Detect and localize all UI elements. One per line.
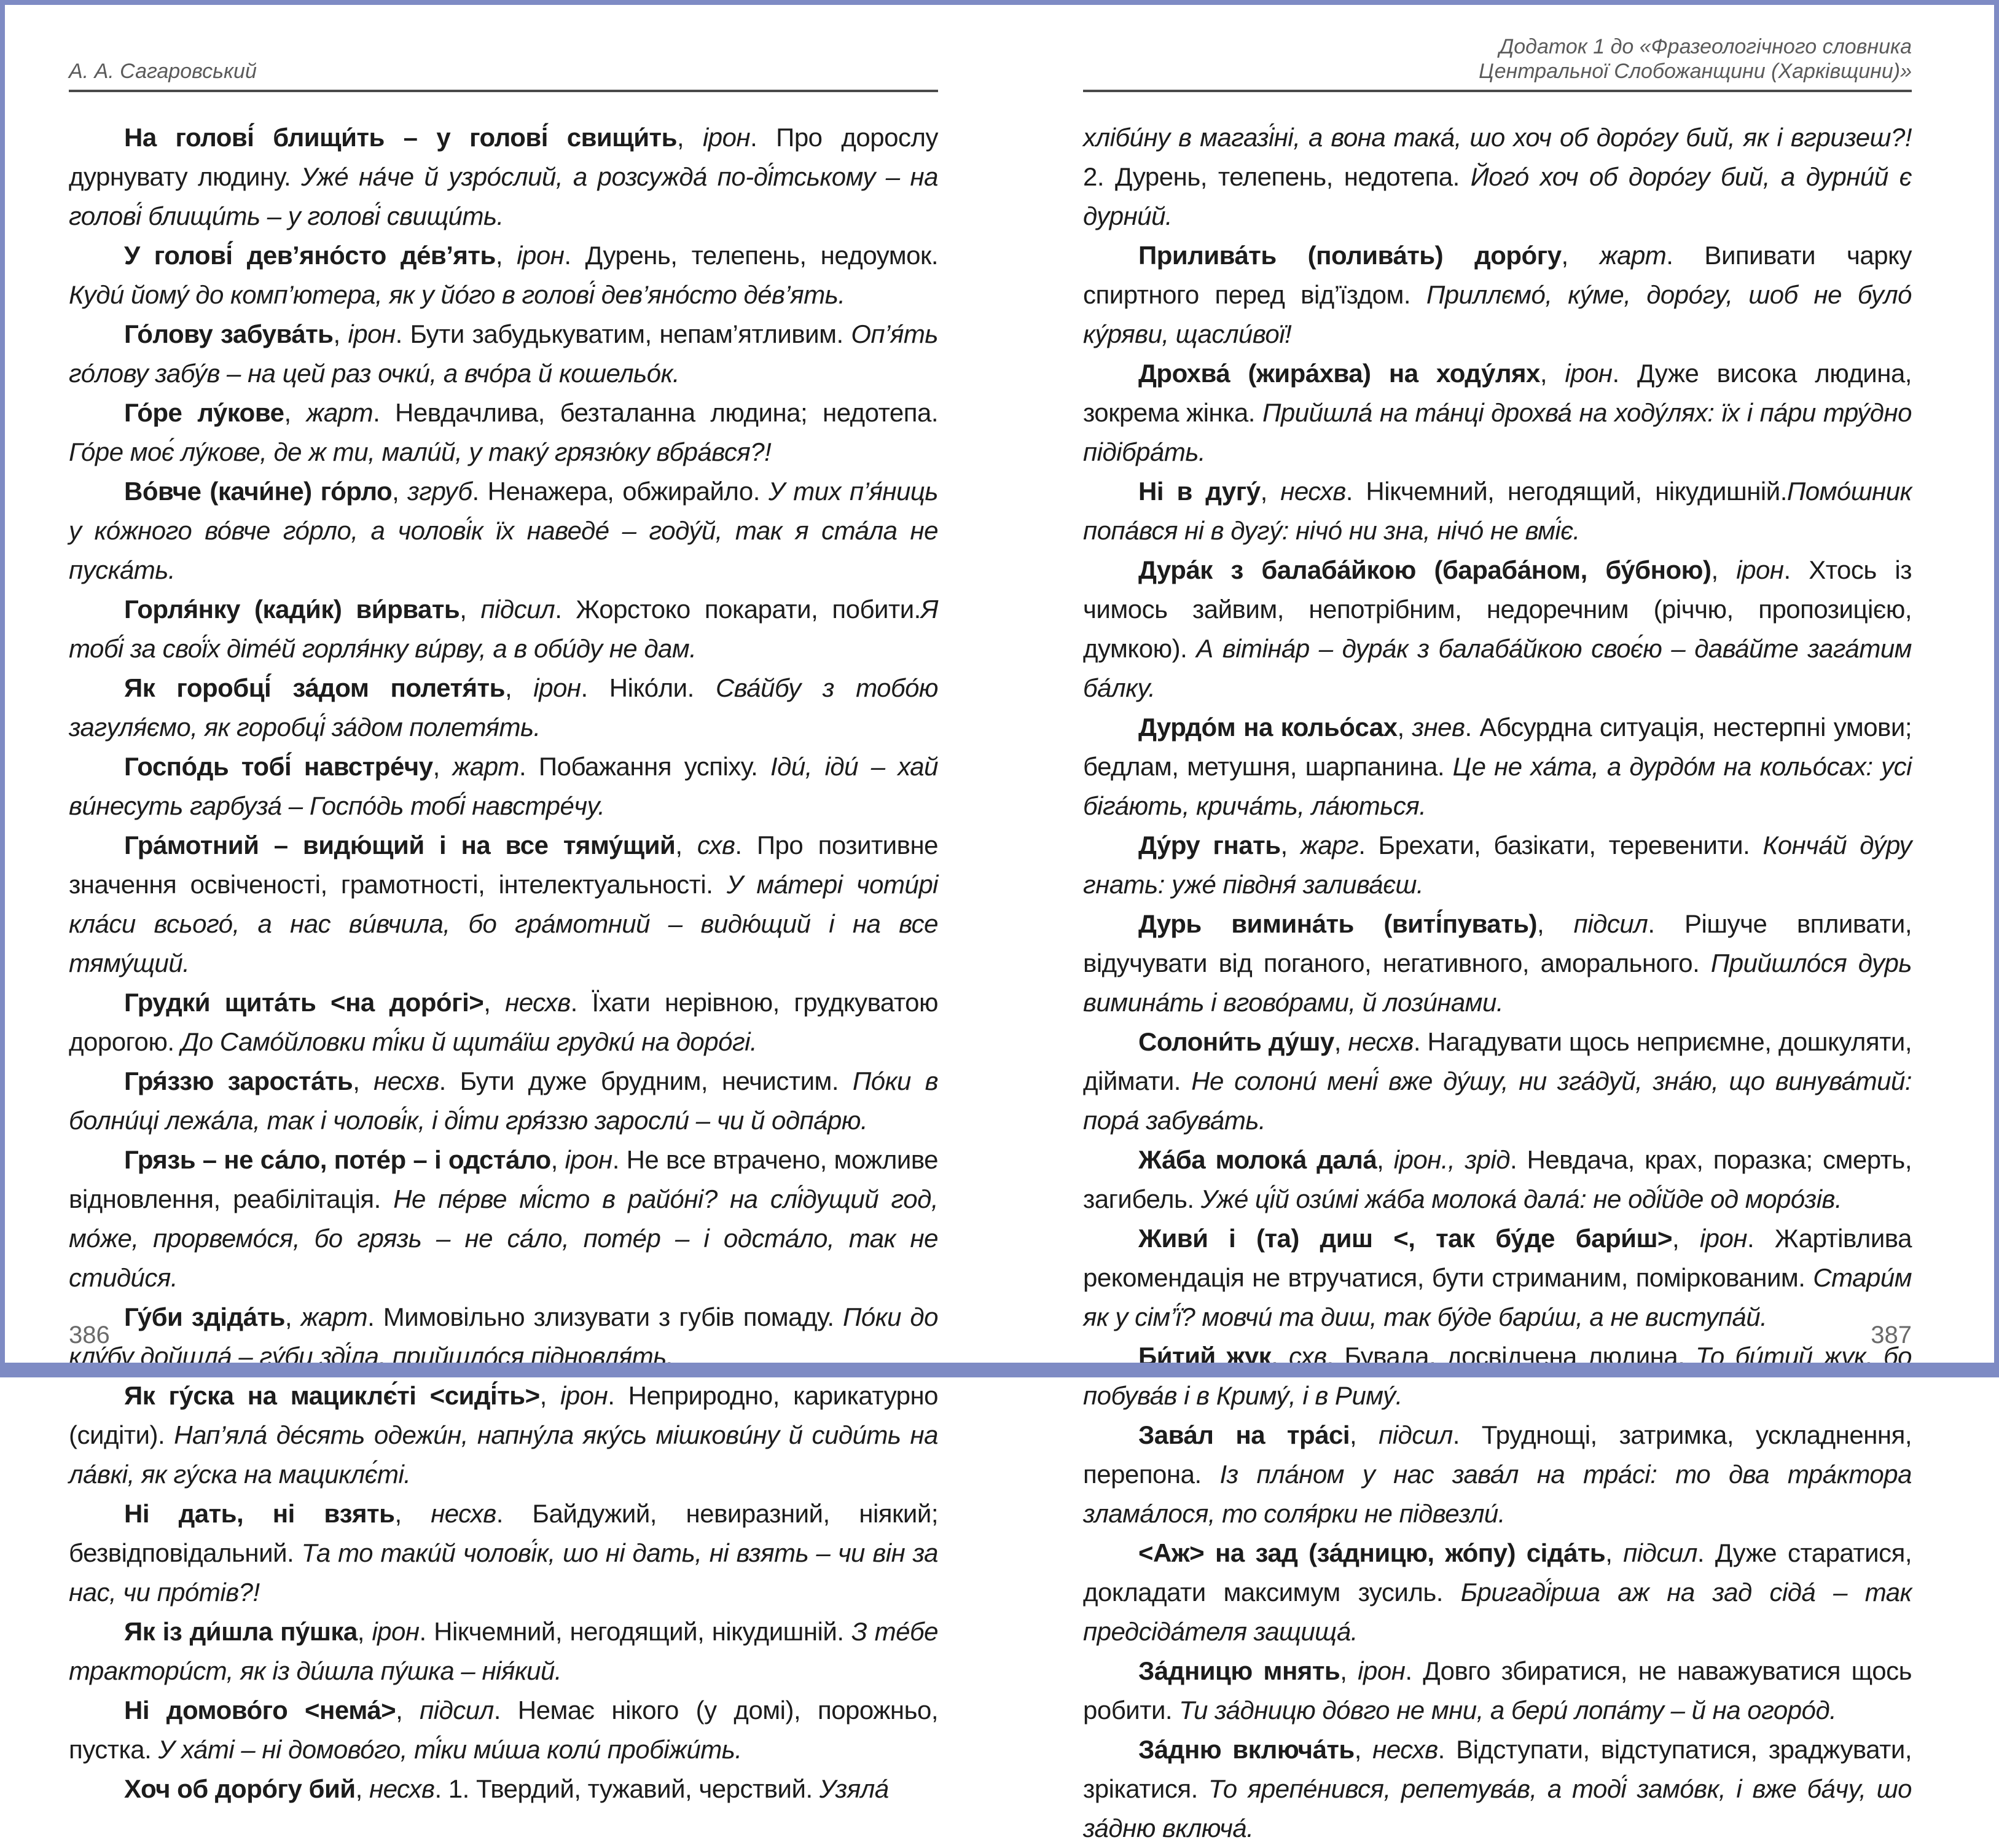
entry-paragraph bbox=[1083, 236, 1912, 354]
entry-paragraph bbox=[69, 1062, 938, 1140]
text-run: ірон bbox=[1565, 359, 1613, 388]
text-run: . Жорстоко покарати, побити. bbox=[555, 595, 921, 624]
text-run: Зава́л на тра́сі bbox=[1138, 1420, 1350, 1449]
text-run: Дурь вимина́ть (виті́пувать) bbox=[1138, 909, 1537, 938]
entry-paragraph bbox=[69, 1298, 938, 1376]
text-run: ірон bbox=[702, 123, 751, 152]
text-run: несхв bbox=[374, 1067, 439, 1095]
text-run: , bbox=[1340, 1656, 1358, 1685]
text-run: , bbox=[1354, 1735, 1373, 1764]
text-run: , bbox=[504, 673, 534, 702]
text-run: Оп’я́ть го́лову забу́в – на цей раз очки́, а вчо́ра й кошельо́к. bbox=[69, 319, 938, 388]
text-run: , bbox=[1672, 1224, 1700, 1253]
page-left bbox=[0, 0, 1000, 1803]
entry-paragraph bbox=[69, 1494, 938, 1612]
text-run: Го́лову забува́ть bbox=[124, 319, 334, 348]
text-run: То ярепе́нився, репетува́в, а тоді́ замо́вк, і вже ба́чу, шо за́дню включа́. bbox=[1083, 1774, 1912, 1842]
entry-paragraph bbox=[69, 983, 938, 1062]
text-run: Його́ хоч об доро́гу бий, а дурни́й є дурни́й. bbox=[1083, 162, 1912, 230]
text-run: ірон bbox=[348, 319, 396, 348]
text-run: Уже́ ці́й ози́мі жа́ба молока́ дала́: не оді́йде од моро́зів. bbox=[1200, 1184, 1842, 1213]
text-run: . Труднощі, затримка, ускладнення, перепона. bbox=[1083, 1420, 1912, 1489]
text-run: несхв bbox=[1280, 477, 1346, 506]
text-run: . Ненажера, обжирайло. bbox=[472, 477, 769, 506]
text-run: несхв bbox=[369, 1774, 435, 1803]
text-run: Конча́й ду́ру гнать: уже́ півдня́ залива́єш. bbox=[1083, 831, 1912, 899]
text-run: , bbox=[539, 1381, 561, 1410]
text-run: , bbox=[675, 831, 697, 859]
text-run: . Ніко́ли. bbox=[581, 673, 716, 702]
text-run: , bbox=[495, 241, 517, 270]
entry-paragraph bbox=[1083, 1022, 1912, 1140]
page-number-right: 387 bbox=[1871, 1321, 1912, 1349]
text-run: За́дницю мнять bbox=[1138, 1656, 1340, 1685]
entry-paragraph bbox=[69, 315, 938, 393]
text-run: . Випивати чарку спиртного перед від’їздом. bbox=[1083, 241, 1912, 309]
text-run: . Невдача, крах, поразка; смерть, загибель. bbox=[1083, 1145, 1912, 1213]
text-run: схв bbox=[1289, 1342, 1327, 1371]
text-run: ірон bbox=[533, 673, 581, 702]
text-run: Госпо́дь тобі́ навстре́чу bbox=[124, 752, 433, 781]
text-run: . Відступати, відступатися, зраджувати, зрікатися. bbox=[1083, 1735, 1912, 1803]
text-run: Приллємо́, ку́ме, доро́гу, шоб не було́ ку́ряви, щасли́вої! bbox=[1083, 280, 1912, 348]
text-run: схв bbox=[697, 831, 735, 859]
entry-paragraph bbox=[69, 826, 938, 983]
text-run: . Нагадувати щось неприємне, дошкуляти, діймати. bbox=[1083, 1027, 1912, 1095]
text-run: , bbox=[1561, 241, 1600, 270]
text-run: . Мимовільно злизувати з губів помаду. bbox=[367, 1302, 843, 1331]
text-run: , bbox=[1260, 477, 1281, 506]
text-run: Ні домово́го <нема́> bbox=[124, 1696, 396, 1725]
text-run: За́дню включа́ть bbox=[1138, 1735, 1355, 1764]
page-header-right bbox=[1083, 25, 1912, 92]
entry-paragraph bbox=[1083, 1219, 1912, 1337]
text-run: То би́тий жук, бо побува́в і в Криму́, і в Риму́. bbox=[1083, 1342, 1912, 1410]
text-run: Стари́м як у сім’ї́? мовчи́ та диш, так бу́де бари́ш, а не виступа́й. bbox=[1083, 1263, 1912, 1331]
text-run: . Рішуче впливати, відучувати від поганого, негативного, аморального. bbox=[1083, 909, 1912, 977]
text-run: Іди́, іди́ – хай ви́несуть гарбуза́ – Госпо́дь тобі́ навстре́чу. bbox=[69, 752, 939, 820]
text-run: Ні в дугу́ bbox=[1138, 477, 1261, 506]
text-run: У голові́ дев’яно́сто де́в’ять bbox=[124, 241, 496, 270]
text-run: Грязь – не са́ло, поте́р – і одста́ло bbox=[124, 1145, 551, 1174]
entry-paragraph bbox=[1083, 708, 1912, 826]
entry-paragraph bbox=[1083, 1730, 1912, 1848]
text-run: . Не все втрачено, можливе відновлення, реабілітація. bbox=[69, 1145, 939, 1213]
text-run: , bbox=[355, 1774, 369, 1803]
text-run: По́ки в болни́ці лежа́ла, так і чолові́к, і ді́ти гря́ззю заросли́ – чи й одпа́рю. bbox=[69, 1067, 938, 1135]
text-run: . 1. Твердий, тужавий, черствий. bbox=[434, 1774, 820, 1803]
text-run: , bbox=[284, 398, 307, 427]
text-run: підсил bbox=[420, 1696, 494, 1725]
page-right bbox=[1000, 0, 1999, 1842]
text-run: . Жартівлива рекомендація не втручатися, бути стриманим, поміркованим. bbox=[1083, 1224, 1912, 1292]
text-run: . Хтось із чимось зайвим, непотрібним, недоречним (річчю, пропозицією, думкою). bbox=[1083, 555, 1912, 663]
text-run: Як із ди́шла пу́шка bbox=[124, 1617, 358, 1646]
text-run: Прийшла́ на та́нці дрохва́ на ходу́лях: їх і па́ри тру́дно підібра́ть. bbox=[1083, 398, 1912, 466]
text-run: Куди́ йому́ до комп’ютера, як у йо́го в голові́ дев’яно́сто де́в’ять. bbox=[69, 280, 845, 309]
entry-paragraph bbox=[1083, 354, 1912, 472]
text-run: підсил bbox=[480, 595, 555, 624]
text-run: . Нікчемний, негодящий, нікудишній. bbox=[419, 1617, 851, 1646]
text-run: , bbox=[432, 752, 453, 781]
text-run: Сва́йбу з тобо́ю загуля́ємо, як горобці́ за́дом полетя́ть. bbox=[69, 673, 939, 742]
text-run: . Брехати, базікати, теревенити. bbox=[1358, 831, 1763, 859]
text-run: , bbox=[676, 123, 703, 152]
text-run: підсил bbox=[1379, 1420, 1453, 1449]
text-run: , bbox=[1334, 1027, 1348, 1056]
text-run: . Бути забудькуватим, непам’ятливим. bbox=[395, 319, 851, 348]
text-run: . Про дорослу дурнувату людину. bbox=[69, 123, 938, 191]
text-run: Солони́ть ду́шу bbox=[1138, 1027, 1334, 1056]
appendix-title-line1: Додаток 1 до «Фразеологічного словника bbox=[1499, 35, 1912, 58]
text-run: хліби́ну в магазі́ні, а вона така́, шо хоч об доро́гу бий, як і вгризеш?! bbox=[1083, 123, 1912, 152]
text-run: . Побажання успіху. bbox=[519, 752, 770, 781]
text-run: підсил bbox=[1623, 1538, 1697, 1567]
text-run: ірон., зрід bbox=[1393, 1145, 1510, 1174]
text-run: . Невдачлива, безталанна людина; недотепа. bbox=[373, 398, 938, 427]
text-run: жарг bbox=[1300, 831, 1359, 859]
text-run: , bbox=[1539, 359, 1565, 388]
text-run: . Байдужий, невиразний, ніякий; безвідповідальний. bbox=[69, 1499, 938, 1567]
entry-paragraph bbox=[69, 393, 938, 472]
text-run: Як гу́ска на мациклє́ті <сиді́ть> bbox=[124, 1381, 540, 1410]
appendix-title-line2: Центральної Слобожанщини (Харківщини)» bbox=[1479, 60, 1912, 83]
text-run: ірон bbox=[560, 1381, 608, 1410]
text-run: Гря́ззю зароста́ть bbox=[124, 1067, 353, 1095]
text-run: жарт bbox=[300, 1302, 368, 1331]
text-run: 2. Дурень, телепень, недотепа. bbox=[1083, 162, 1471, 191]
text-run: Помо́шник попа́вся ні в дугу́: нічо́ ни зна, нічо́ не вмі́є. bbox=[1083, 477, 1912, 545]
entry-paragraph bbox=[1083, 1140, 1912, 1219]
entry-paragraph bbox=[69, 1376, 938, 1494]
entry-paragraph bbox=[69, 472, 938, 590]
entry-paragraph bbox=[69, 1769, 938, 1809]
text-run: Во́вче (качи́не) го́рло bbox=[124, 477, 393, 506]
entry-paragraph bbox=[1083, 904, 1912, 1022]
text-run: Та то таки́й чолові́к, шо ні дать, ні взять – чи він за нас, чи про́тів?! bbox=[69, 1538, 938, 1607]
text-run: Узяла́ bbox=[819, 1774, 889, 1803]
text-run: Гра́мотний – видю́щий і на все тяму́щий bbox=[124, 831, 676, 859]
text-run: , bbox=[333, 319, 348, 348]
text-run: . Немає нікого (у домі), порожньо, пустка. bbox=[69, 1696, 938, 1764]
text-run: жарт bbox=[1599, 241, 1667, 270]
text-run: До Само́йловки ті́ки й щита́їш грудки́ на доро́гі. bbox=[181, 1027, 757, 1056]
text-run: У тих п’я́ниць у ко́жного во́вче го́рло, а чолові́к їх наведе́ – году́й, так я ста́ла не пуска́ть. bbox=[69, 477, 938, 584]
text-run: Ти за́дницю до́вго не мни, а бери́ лопа́ту – й на огоро́д. bbox=[1179, 1696, 1837, 1725]
text-run: несхв bbox=[1372, 1735, 1438, 1764]
text-run: , bbox=[1271, 1342, 1289, 1371]
text-run: Не солони́ мені́ вже ду́шу, ни зга́дуй, зна́ю, що винува́тий: пора́ забува́ть. bbox=[1083, 1067, 1912, 1135]
text-run: Дура́к з балаба́йкою (бараба́ном, бу́бною) bbox=[1138, 555, 1711, 584]
text-run: Прийшло́ся дурь вимина́ть і вгово́рами, й лози́нами. bbox=[1083, 949, 1912, 1017]
text-run: А вітіна́р – дура́к з балаба́йкою своє́ю – дава́йте зага́тим ба́лку. bbox=[1083, 634, 1912, 702]
text-run: Го́ре лу́кове bbox=[124, 398, 284, 427]
text-run: несхв bbox=[1348, 1027, 1414, 1056]
entry-paragraph bbox=[1083, 550, 1912, 708]
entry-paragraph bbox=[1083, 472, 1912, 550]
page-header-left bbox=[69, 25, 938, 92]
text-run: . Довго збиратися, не наважуватися щось робити. bbox=[1083, 1656, 1912, 1725]
text-run: . Дуже висока людина, зокрема жінка. bbox=[1083, 359, 1912, 427]
text-run: Живи́ і (та) диш <, так бу́де бари́ш> bbox=[1138, 1224, 1672, 1253]
text-run: знев bbox=[1412, 713, 1465, 742]
text-run: , bbox=[1536, 909, 1574, 938]
text-run: Гу́би здіда́ть bbox=[124, 1302, 285, 1331]
entries-column-right bbox=[1083, 118, 1912, 1848]
text-run: Це не ха́та, а дурдо́м на кольо́сах: усі біга́ють, крича́ть, ла́ються. bbox=[1083, 752, 1912, 820]
text-run: Дрохва́ (жира́хва) на ходу́лях bbox=[1138, 359, 1540, 388]
text-run: несхв bbox=[505, 988, 571, 1017]
text-run: Би́тий жук bbox=[1138, 1342, 1272, 1371]
text-run: . Бути дуже брудним, нечистим. bbox=[439, 1067, 853, 1095]
text-run: . Дурень, телепень, недоумок. bbox=[564, 241, 939, 270]
text-run: Уже́ на́че й узро́слий, а розсужда́ по-ді́тському – на голові́ блищи́ть – у голові́ свищи́ть. bbox=[69, 162, 938, 230]
text-run: . Абсурдна ситуація, нестерпні умови; бедлам, метушня, шарпанина. bbox=[1083, 713, 1912, 781]
page-number-left: 386 bbox=[69, 1321, 110, 1349]
entry-paragraph bbox=[1083, 1651, 1912, 1730]
text-run: Як горобці́ за́дом полетя́ть bbox=[124, 673, 505, 702]
text-run: жарт bbox=[306, 398, 374, 427]
author-name: А. А. Сагаровський bbox=[69, 60, 257, 83]
entry-paragraph bbox=[1083, 118, 1912, 236]
text-run: ірон bbox=[1358, 1656, 1406, 1685]
text-run: У ха́ті – ні домово́го, ті́ки ми́ша коли́ пробіжи́ть. bbox=[158, 1735, 742, 1764]
text-run: , bbox=[396, 1696, 420, 1725]
text-run: , bbox=[394, 1499, 431, 1528]
text-run: , bbox=[1711, 555, 1737, 584]
entry-paragraph bbox=[69, 236, 938, 315]
text-run: , bbox=[1350, 1420, 1379, 1449]
text-run: , bbox=[1280, 831, 1301, 859]
text-run: , bbox=[353, 1067, 374, 1095]
text-run: . Неприродно, карикатурно (сидіти). bbox=[69, 1381, 939, 1449]
text-run: Ду́ру гнать bbox=[1138, 831, 1281, 859]
text-run: , bbox=[483, 988, 506, 1017]
text-run: згруб bbox=[407, 477, 472, 506]
text-run: . Про позитивне значення освіченості, грамотності, інтелектуальності. bbox=[69, 831, 939, 899]
text-run: Із пла́ном у нас зава́л на тра́сі: то два тра́ктора злама́лося, то соля́рки не підвезли́. bbox=[1083, 1460, 1912, 1528]
text-run: , bbox=[392, 477, 408, 506]
text-run: ірон bbox=[1699, 1224, 1748, 1253]
text-run: підсил bbox=[1573, 909, 1648, 938]
text-run: Нап’яла́ де́сять одежи́н, напну́ла яку́сь мішкови́ну й сиди́ть на ла́вкі, як гу́ска на мациклє́ті. bbox=[69, 1420, 938, 1489]
text-run: , bbox=[284, 1302, 301, 1331]
text-run: , bbox=[1605, 1538, 1624, 1567]
entry-paragraph bbox=[69, 1612, 938, 1691]
text-run: ірон bbox=[517, 241, 565, 270]
text-run: ірон bbox=[372, 1617, 420, 1646]
text-run: Ні дать, ні взять bbox=[124, 1499, 395, 1528]
text-run: Не пе́рве мі́сто в райо́ні? на слі́дущий год, мо́же, прорвемо́ся, бо грязь – не са́ло, поте́р – і одста́ло, так не стиди́ся. bbox=[69, 1184, 938, 1292]
appendix-title bbox=[1479, 34, 1912, 84]
text-run: . Бувала, досвідчена людина. bbox=[1326, 1342, 1696, 1371]
text-run: У ма́тері чоти́рі кла́си всього́, а нас ви́вчила, бо гра́мотний – видю́щий і на все тяму́щий. bbox=[69, 870, 939, 977]
text-run: . Їхати нерівною, грудкуватою дорогою. bbox=[69, 988, 938, 1056]
entry-paragraph bbox=[1083, 1533, 1912, 1651]
text-run: Го́ре моє́ лу́кове, де ж ти, мали́й, у таку́ грязю́ку вбра́вся?! bbox=[69, 437, 772, 466]
text-run: З те́бе трактори́ст, як із ди́шла пу́шка – нія́кий. bbox=[69, 1617, 938, 1685]
text-run: ірон bbox=[565, 1145, 612, 1174]
text-run: , bbox=[1397, 713, 1412, 742]
entry-paragraph bbox=[1083, 1415, 1912, 1533]
text-run: , bbox=[550, 1145, 565, 1174]
text-run: На голові́ блищи́ть – у голові́ свищи́ть bbox=[124, 123, 677, 152]
entry-paragraph bbox=[69, 1140, 938, 1298]
text-run: Грудки́ щита́ть <на доро́гі> bbox=[124, 988, 484, 1017]
text-run: <Аж> на зад (за́дницю, жо́пу) сіда́ть bbox=[1138, 1538, 1606, 1567]
text-run: Горля́нку (кади́к) ви́рвать bbox=[124, 595, 460, 624]
entry-paragraph bbox=[69, 747, 938, 826]
text-run: . Нікчемний, негодящий, нікудишній. bbox=[1345, 477, 1787, 506]
text-run: ірон bbox=[1736, 555, 1784, 584]
entry-paragraph bbox=[69, 668, 938, 747]
text-run: Я тобі́ за свої́х діте́й горля́нку ви́рву, а в оби́ду не дам. bbox=[69, 595, 938, 663]
text-run: Дурдо́м на кольо́сах bbox=[1138, 713, 1398, 742]
text-run: По́ки до клу́бу дойшла́ – гу́би зді́ла, прийшло́ся підновля́ть. bbox=[69, 1302, 938, 1371]
text-run: Бригаді́рша аж на зад сіда́ – так предсіда́теля защища́. bbox=[1083, 1578, 1912, 1646]
entries-column-left bbox=[69, 118, 938, 1809]
entry-paragraph bbox=[69, 118, 938, 236]
text-run: Прилива́ть (полива́ть) доро́гу bbox=[1138, 241, 1562, 270]
entry-paragraph bbox=[1083, 1337, 1912, 1415]
text-run: жарт bbox=[452, 752, 520, 781]
text-run: Жа́ба молока́ дала́ bbox=[1138, 1145, 1377, 1174]
text-run: , bbox=[1377, 1145, 1394, 1174]
text-run: . Дуже старатися, докладати максимум зусиль. bbox=[1083, 1538, 1912, 1607]
text-run: Хоч об доро́гу бий bbox=[124, 1774, 356, 1803]
text-run: , bbox=[460, 595, 481, 624]
entry-paragraph bbox=[69, 590, 938, 668]
entry-paragraph bbox=[69, 1691, 938, 1769]
text-run: несхв bbox=[431, 1499, 496, 1528]
entry-paragraph bbox=[1083, 826, 1912, 904]
text-run: , bbox=[357, 1617, 372, 1646]
